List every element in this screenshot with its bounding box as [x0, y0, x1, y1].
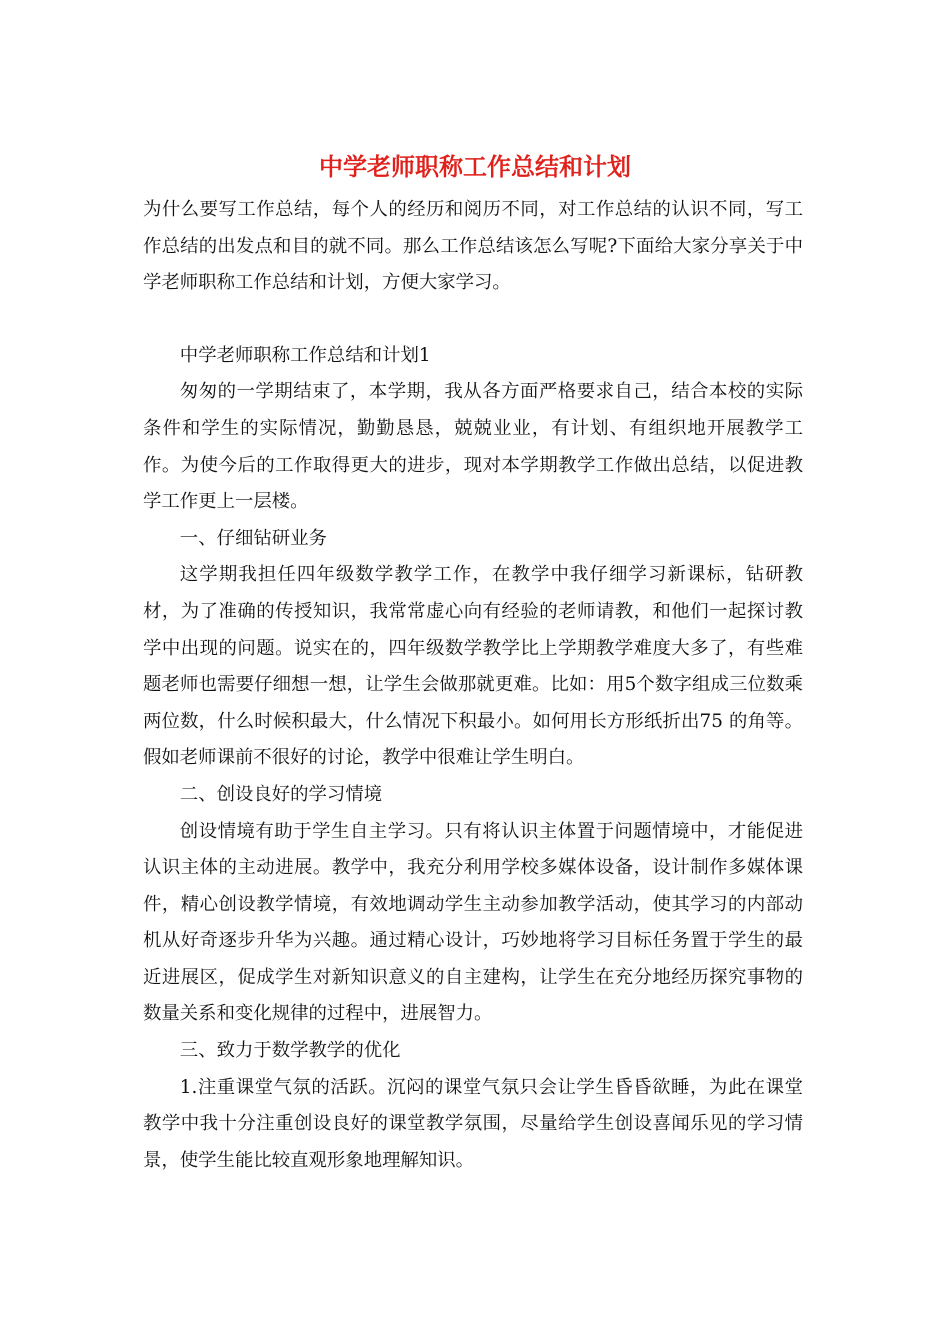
- document-title: 中学老师职称工作总结和计划: [319, 152, 631, 181]
- subheading-3: 三、致力于数学教学的优化: [179, 1040, 401, 1062]
- subheading-2: 二、创设良好的学习情境: [179, 783, 383, 805]
- body-paragraph-4: 1.注重课堂气氛的活跃。沉闷的课堂气氛只会让学生昏昏欲睡，为此在课堂教学中我十分注重创设良好的课堂教学氛围，尽量给学生创设喜闻乐见的学习情景，使学生能比较直观形象地理解知识。: [143, 1076, 803, 1171]
- body-paragraph-2: 这学期我担任四年级数学教学工作，在教学中我仔细学习新课标，钻研教材，为了准确的传授知识，我常常虚心向有经验的老师请教，和他们一起探讨教学中出现的问题。说实在的，四年级数学教学比上学期教学难度大多了，有些难题老师也需要仔细想一想，让学生会做那就更难。比如：用5个数字组成三位数乘两位数，什么时候积最大，什么情况下积最小。如何用长方形纸折出75 的角等。假如老师课前不很好的讨论，教学中很难让学生明白。: [143, 564, 803, 769]
- paragraph-spacer: [143, 302, 803, 338]
- body-paragraph-3: 创设情境有助于学生自主学习。只有将认识主体置于问题情境中，才能促进认识主体的主动进展。教学中，我充分利用学校多媒体设备，设计制作多媒体课件，精心创设教学情境，有效地调动学生主动参加教学活动，使其学习的内部动机从好奇逐步升华为兴趣。通过精心设计，巧妙地将学习目标任务置于学生的最近进展区，促成学生对新知识意义的自主建构，让学生在充分地经历探究事物的数量关系和变化规律的过程中，进展智力。: [143, 820, 803, 1025]
- body-paragraph-1: 匆匆的一学期结束了，本学期，我从各方面严格要求自己，结合本校的实际条件和学生的实际情况，勤勤恳恳，兢兢业业，有计划、有组织地开展教学工作。为使今后的工作取得更大的进步，现对本学期教学工作做出总结，以促进教学工作更上一层楼。: [143, 381, 803, 513]
- document-body: [143, 192, 803, 1179]
- section-heading: 中学老师职称工作总结和计划1: [179, 344, 431, 366]
- intro-paragraph: 为什么要写工作总结，每个人的经历和阅历不同，对工作总结的认识不同，写工作总结的出发点和目的就不同。那么工作总结该怎么写呢?下面给大家分享关于中学老师职称工作总结和计划，方便大家学习。: [143, 199, 803, 294]
- subheading-1: 一、仔细钻研业务: [179, 527, 327, 549]
